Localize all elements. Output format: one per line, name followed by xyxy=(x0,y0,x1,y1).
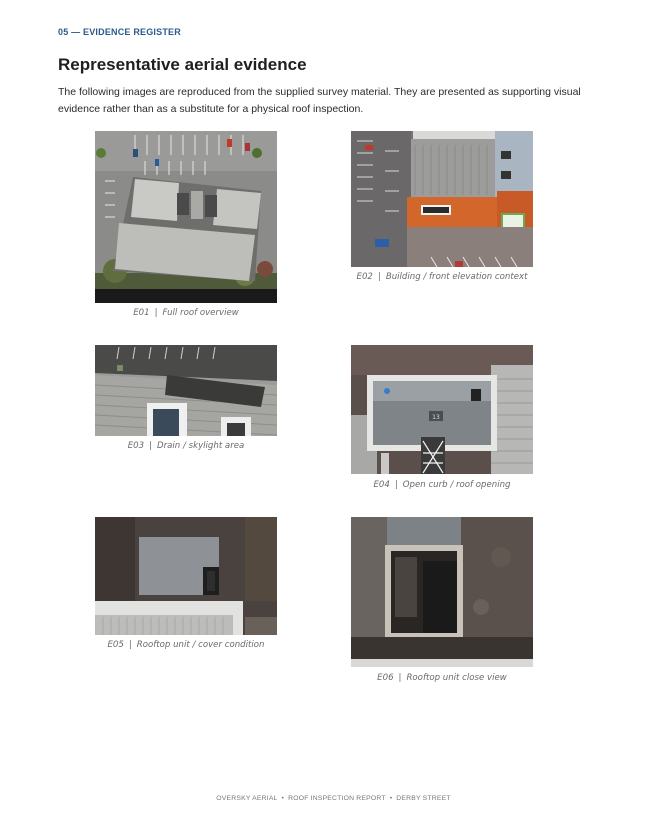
footer-dot: • xyxy=(281,795,285,802)
intro-paragraph: The following images are reproduced from the supplied survey material. They are presented as supporting visual evidence rather than as a substitute for a physical roof inspection. xyxy=(58,86,581,115)
photo-e03-drain-skylight xyxy=(95,345,277,436)
section-label: 05 — EVIDENCE REGISTER xyxy=(58,27,181,37)
figure-id-e01: E01 xyxy=(133,308,150,318)
figure-id-e02: E02 xyxy=(356,272,373,282)
figure-id-e03: E03 xyxy=(127,441,145,451)
footer-report: ROOF INSPECTION REPORT xyxy=(288,795,386,802)
figure-caption-e02: Building / front elevation context xyxy=(385,272,528,282)
photo-e05-rooftop-unit xyxy=(95,517,277,635)
figure-caption-e01: Full roof overview xyxy=(162,308,239,318)
caption-e05 xyxy=(74,640,298,650)
figure-id-e04: E04 xyxy=(373,480,390,490)
caption-separator: | xyxy=(149,441,152,451)
figure-caption-e06: Rooftop unit close view xyxy=(406,673,507,683)
photo-e06-rooftop-close xyxy=(351,517,533,667)
caption-e02 xyxy=(330,272,554,282)
page-title: Representative aerial evidence xyxy=(58,55,307,74)
photo-e04-roof-opening xyxy=(351,345,533,474)
footer-site: DERBY STREET xyxy=(396,795,451,802)
figure-id-e05: E05 xyxy=(107,640,124,650)
caption-separator: | xyxy=(398,673,402,683)
caption-e04 xyxy=(330,480,554,490)
caption-e06 xyxy=(330,673,554,683)
figure-caption-e04: Open curb / roof opening xyxy=(402,480,511,490)
figure-id-e06: E06 xyxy=(377,673,394,683)
footer-dot: • xyxy=(389,795,393,802)
caption-separator: | xyxy=(377,272,381,282)
figure-caption-e03: Drain / skylight area xyxy=(157,441,245,451)
caption-separator: | xyxy=(394,480,398,490)
photo-e01-full-roof xyxy=(95,131,277,303)
caption-e03 xyxy=(95,441,277,451)
figure-caption-e05: Rooftop unit / cover condition xyxy=(136,640,265,650)
e04-hatch-label: 13 xyxy=(432,414,440,421)
caption-separator: | xyxy=(128,640,132,650)
caption-e01 xyxy=(95,308,277,318)
caption-separator: | xyxy=(154,308,158,318)
photo-e02-front-elevation xyxy=(351,131,533,267)
footer-company: OVERSKY AERIAL xyxy=(216,795,278,802)
page-footer xyxy=(0,795,667,802)
